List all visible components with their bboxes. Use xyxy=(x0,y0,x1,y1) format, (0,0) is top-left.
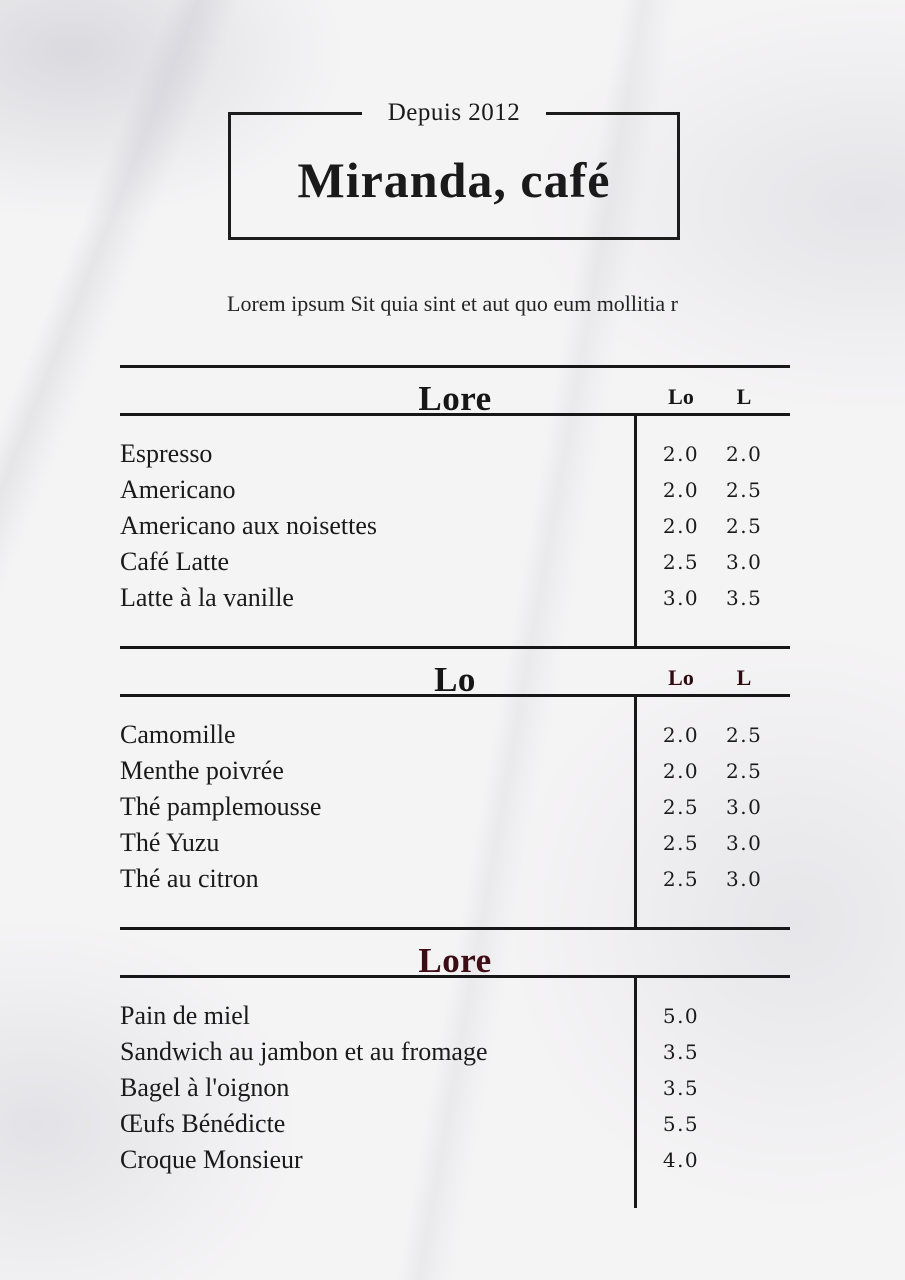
menu-item-name: Latte à la vanille xyxy=(120,583,294,612)
menu-item-row xyxy=(120,436,790,472)
menu-item-name: Americano aux noisettes xyxy=(120,511,378,540)
menu-item-price-1: 2.5 xyxy=(662,867,700,891)
menu-item-name: Thé pamplemousse xyxy=(120,792,322,821)
menu-item-price-2: 3.0 xyxy=(726,867,763,891)
menu-item-price-1: 2.5 xyxy=(662,795,700,819)
menu-item-row xyxy=(120,753,790,789)
header-top-line-left xyxy=(228,112,362,115)
menu-item-price-2: 3.0 xyxy=(726,831,763,855)
menu-item-price-1: 2.5 xyxy=(662,550,700,574)
menu-item-price-2: 2.5 xyxy=(726,478,763,502)
column-header-size-2: L xyxy=(736,665,752,690)
menu-item-price-1: 5.0 xyxy=(662,1004,700,1028)
tagline: Depuis 2012 xyxy=(387,99,521,126)
menu-item-price-1: 4.0 xyxy=(662,1148,700,1172)
column-header-size-2: L xyxy=(736,384,752,409)
price-divider-line xyxy=(634,978,637,1208)
menu-item-name: Espresso xyxy=(120,439,213,468)
menu-item-price-1: 5.5 xyxy=(662,1112,700,1136)
menu-item-price-1: 3.0 xyxy=(662,586,700,610)
price-divider-line xyxy=(634,416,637,646)
menu-item-price-2: 3.0 xyxy=(726,550,763,574)
menu-item-row xyxy=(120,580,790,616)
menu-section xyxy=(120,646,790,927)
menu-item-row xyxy=(120,544,790,580)
section-column-headers xyxy=(636,386,790,408)
menu-section xyxy=(120,927,790,1208)
section-rows xyxy=(120,436,790,616)
menu-item-row xyxy=(120,1106,790,1142)
menu-item-row xyxy=(120,1070,790,1106)
section-header xyxy=(120,368,790,418)
menu-item-name: Sandwich au jambon et au fromage xyxy=(120,1037,488,1066)
menu-item-price-1: 2.0 xyxy=(662,442,700,466)
menu-item-row xyxy=(120,825,790,861)
menu-item-price-2: 2.0 xyxy=(726,442,763,466)
menu-item-price-2: 2.5 xyxy=(726,723,763,747)
menu-item-name: Bagel à l'oignon xyxy=(120,1073,290,1102)
section-column-headers xyxy=(636,667,790,689)
menu-item-price-2: 3.5 xyxy=(726,586,763,610)
menu-item-name: Camomille xyxy=(120,720,236,749)
menu-section xyxy=(120,365,790,646)
header-box xyxy=(228,99,680,240)
intro-text: Lorem ipsum Sit quia sint et aut quo eum mollitia r xyxy=(227,291,678,316)
section-title: Lore xyxy=(418,379,492,418)
menu-item-price-1: 2.0 xyxy=(662,759,700,783)
menu-item-row xyxy=(120,789,790,825)
cafe-title: Miranda, café xyxy=(297,152,611,208)
menu-item-name: Thé au citron xyxy=(120,864,259,893)
section-header xyxy=(120,649,790,699)
menu-item-price-1: 2.0 xyxy=(662,478,700,502)
menu-item-row xyxy=(120,508,790,544)
menu-item-name: Croque Monsieur xyxy=(120,1145,303,1174)
menu-item-price-1: 2.5 xyxy=(662,831,700,855)
menu-item-price-2: 3.0 xyxy=(726,795,763,819)
header-top-line-right xyxy=(546,112,680,115)
menu-item-price-2: 2.5 xyxy=(726,514,763,538)
menu-item-row xyxy=(120,472,790,508)
menu-item-price-1: 3.5 xyxy=(662,1040,700,1064)
price-divider-line xyxy=(634,697,637,927)
header-top-border xyxy=(228,97,680,129)
column-header-size-1: Lo xyxy=(668,665,694,690)
menu-item-row xyxy=(120,1142,790,1178)
menu-item-row xyxy=(120,998,790,1034)
menu-item-price-1: 3.5 xyxy=(662,1076,700,1100)
menu-item-row xyxy=(120,861,790,897)
section-header xyxy=(120,930,790,980)
menu-item-name: Café Latte xyxy=(120,547,229,576)
column-header-size-1: Lo xyxy=(668,384,694,409)
menu-item-price-1: 2.0 xyxy=(662,514,700,538)
menu-item-name: Americano xyxy=(120,475,236,504)
menu-item-row xyxy=(120,1034,790,1070)
section-rows xyxy=(120,717,790,897)
section-body xyxy=(120,978,790,1208)
section-body xyxy=(120,416,790,646)
section-title: Lore xyxy=(418,941,492,980)
section-title: Lo xyxy=(434,660,476,699)
menu-item-price-2: 2.5 xyxy=(726,759,763,783)
menu-item-name: Menthe poivrée xyxy=(120,756,284,785)
menu-item-row xyxy=(120,717,790,753)
section-rows xyxy=(120,998,790,1178)
menu xyxy=(120,365,790,1208)
menu-item-name: Pain de miel xyxy=(120,1001,250,1030)
section-body xyxy=(120,697,790,927)
menu-item-name: Œufs Bénédicte xyxy=(120,1109,286,1138)
menu-item-name: Thé Yuzu xyxy=(120,828,220,857)
menu-item-price-1: 2.0 xyxy=(662,723,700,747)
